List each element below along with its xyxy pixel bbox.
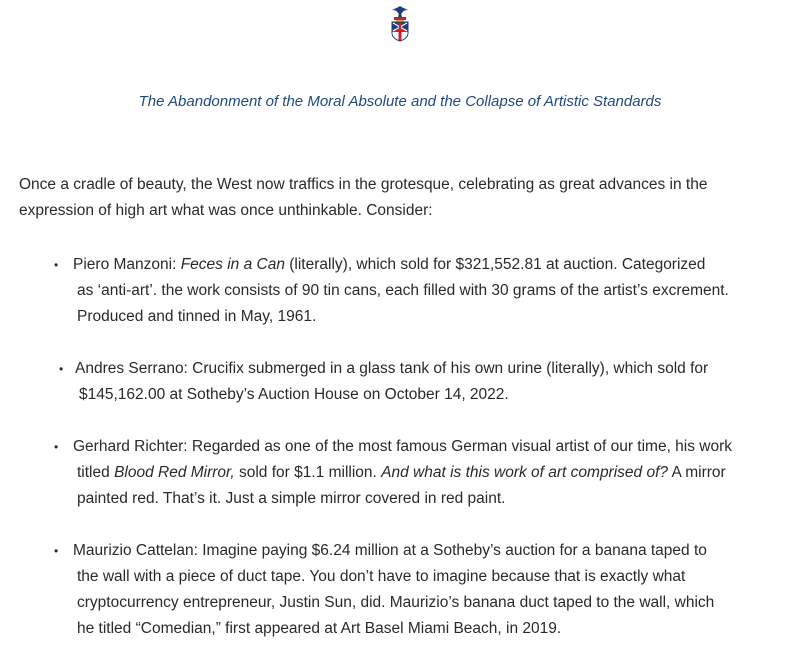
- item-line: $145,162.00 at Sotheby’s Auction House on October 14, 2022.: [79, 386, 509, 403]
- item-line: Andres Serrano: Crucifix submerged in a glass tank of his own urine (literally), which sold for: [75, 360, 709, 377]
- artwork-title: Feces in a Can: [180, 256, 285, 273]
- intro-paragraph: [19, 172, 779, 224]
- coat-of-arms-icon: [388, 4, 412, 42]
- article-title: The Abandonment of the Moral Absolute and the Collapse of Artistic Standards: [138, 93, 662, 110]
- item-text: (literally), which sold for $321,552.81 at auction. Categorized: [284, 256, 706, 273]
- bullet-dot: •: [59, 362, 64, 376]
- item-line: Produced and tinned in May, 1961.: [77, 308, 317, 325]
- list-item-manzoni: [54, 252, 729, 330]
- item-line: as ‘anti-art’. the work consists of 90 tin cans, each filled with 30 grams of the artist’s excrement.: [77, 282, 729, 299]
- intro-line-2: expression of high art what was once unthinkable. Consider:: [19, 202, 433, 219]
- item-text: titled: [77, 464, 115, 481]
- intro-line-1: Once a cradle of beauty, the West now traffics in the grotesque, celebrating as great advances in the: [19, 176, 708, 193]
- item-text: A mirror: [668, 464, 726, 481]
- item-line: Gerhard Richter: Regarded as one of the most famous German visual artist of our time, his work: [73, 438, 733, 455]
- item-line: [73, 252, 729, 278]
- bullet-dot: •: [54, 544, 59, 558]
- item-line: painted red. That’s it. Just a simple mirror covered in red paint.: [77, 490, 506, 507]
- artwork-title: Blood Red Mirror,: [114, 464, 235, 481]
- item-line: the wall with a piece of duct tape. You don’t have to imagine because that is exactly what: [77, 568, 686, 585]
- item-text: Piero Manzoni:: [73, 256, 181, 273]
- item-line: cryptocurrency entrepreneur, Justin Sun, did. Maurizio’s banana duct taped to the wall, which: [77, 594, 715, 611]
- item-line: [73, 460, 732, 486]
- emphasized-question: And what is this work of art comprised of?: [381, 464, 669, 481]
- item-line: he titled “Comedian,” first appeared at Art Basel Miami Beach, in 2019.: [77, 620, 562, 637]
- bullet-dot: •: [54, 258, 59, 272]
- list-item-cattelan: [54, 538, 715, 642]
- item-line: Maurizio Cattelan: Imagine paying $6.24 million at a Sotheby’s auction for a banana taped to: [73, 542, 707, 559]
- list-item-richter: [54, 434, 733, 512]
- bullet-dot: •: [54, 440, 59, 454]
- item-text: sold for $1.1 million.: [234, 464, 382, 481]
- list-item-serrano: [59, 356, 709, 408]
